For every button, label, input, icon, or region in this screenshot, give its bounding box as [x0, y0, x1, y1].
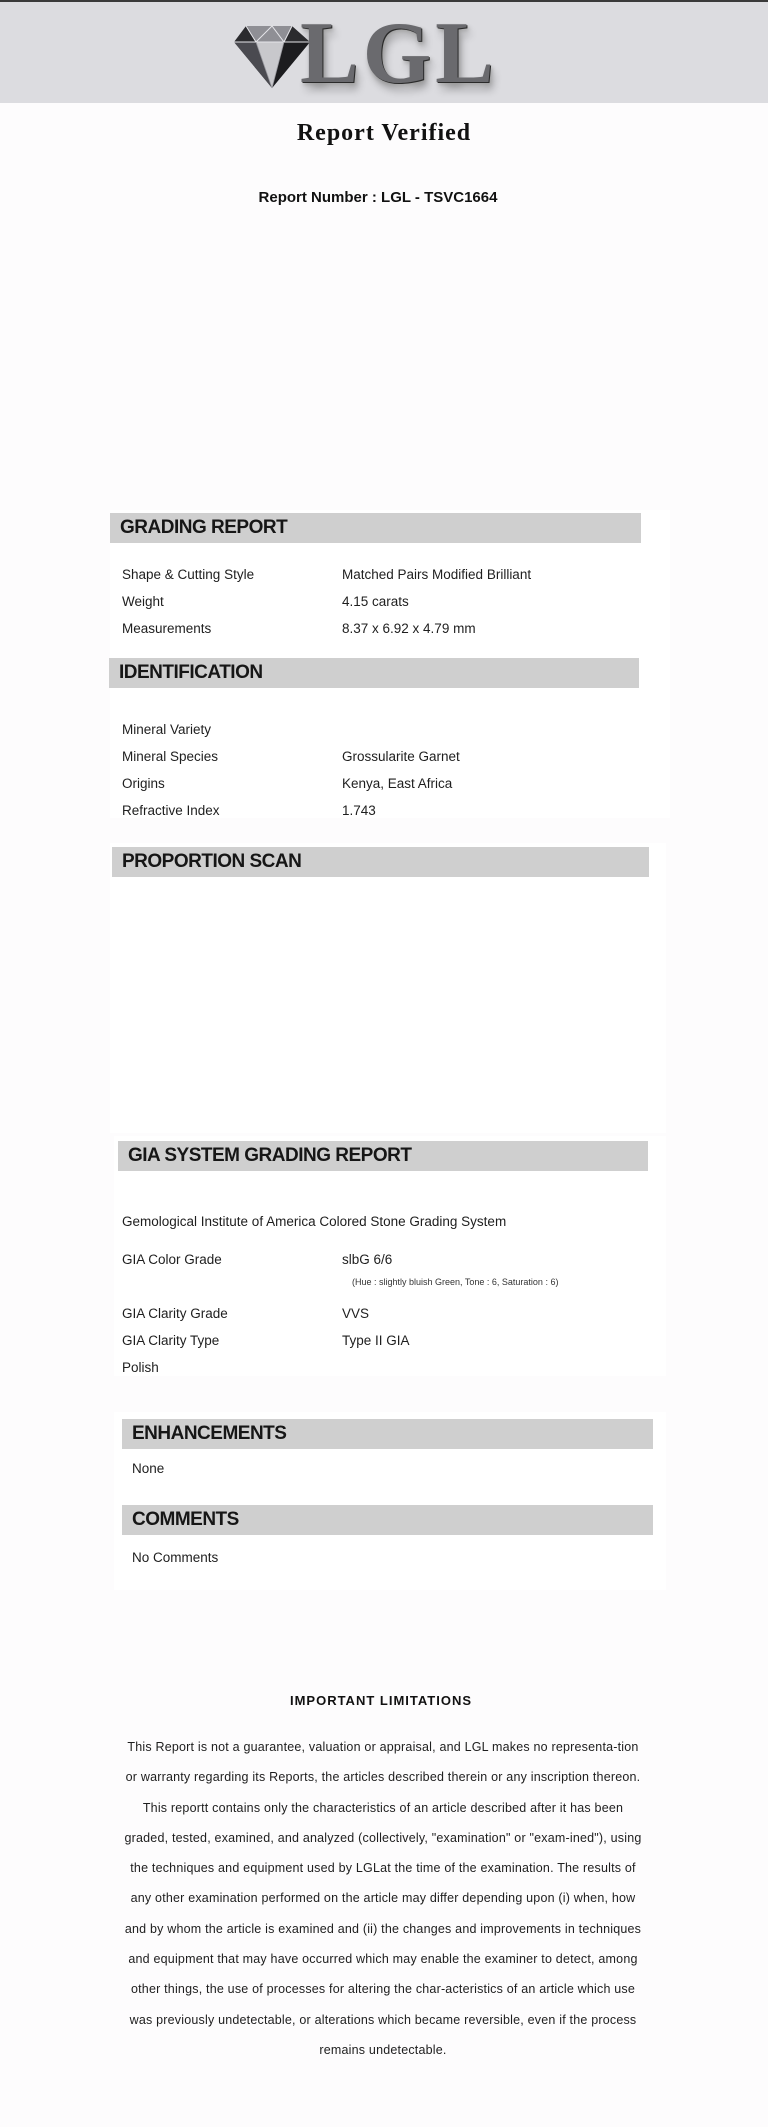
gia-clarity-type-label: GIA Clarity Type — [122, 1333, 220, 1348]
logo-text: LGL — [300, 5, 498, 102]
measurements-label: Measurements — [122, 621, 212, 636]
lgl-logo — [232, 5, 498, 102]
gia-clarity-grade-label: GIA Clarity Grade — [122, 1306, 228, 1321]
report-number: Report Number : LGL - TSVC1664 — [258, 189, 498, 206]
polish-label: Polish — [122, 1360, 159, 1375]
header-bar — [0, 0, 768, 103]
enhancements-value: None — [132, 1461, 165, 1476]
gia-clarity-type-value: Type II GIA — [342, 1333, 410, 1348]
identification-heading: IDENTIFICATION — [109, 658, 639, 688]
gia-clarity-grade-value: VVS — [342, 1306, 370, 1321]
gia-heading: GIA SYSTEM GRADING REPORT — [118, 1141, 648, 1171]
comments-heading: COMMENTS — [122, 1505, 653, 1535]
gia-color-grade-label: GIA Color Grade — [122, 1252, 222, 1267]
mineral-species-value: Grossularite Garnet — [342, 749, 460, 764]
limitations-heading: IMPORTANT LIMITATIONS — [289, 1693, 473, 1708]
weight-value: 4.15 carats — [342, 594, 409, 609]
shape-label: Shape & Cutting Style — [122, 567, 255, 582]
page-title: Report Verified — [296, 120, 472, 146]
refractive-index-value: 1.743 — [342, 803, 376, 818]
comments-value: No Comments — [132, 1550, 219, 1565]
mineral-species-label: Mineral Species — [122, 749, 219, 764]
measurements-value: 8.37 x 6.92 x 4.79 mm — [342, 621, 476, 636]
proportion-scan-panel — [110, 843, 666, 1133]
enhancements-heading: ENHANCEMENTS — [122, 1419, 653, 1449]
origins-value: Kenya, East Africa — [342, 776, 453, 791]
origins-label: Origins — [122, 776, 165, 791]
mineral-variety-label: Mineral Variety — [122, 722, 212, 737]
proportion-scan-heading: PROPORTION SCAN — [112, 847, 649, 877]
gia-color-grade-value: slbG 6/6 — [342, 1252, 393, 1267]
gia-subtitle: Gemological Institute of America Colored Stone Grading System — [122, 1214, 507, 1229]
weight-label: Weight — [122, 594, 164, 609]
refractive-index-label: Refractive Index — [122, 803, 220, 818]
shape-value: Matched Pairs Modified Brilliant — [342, 567, 532, 582]
limitations-body: This Report is not a guarantee, valuation or appraisal, and LGL makes no representa-tion or warranty regarding its Reports, the articles described therein or any inscription thereon. This reportt contains only the characteristics of an article described after it has been graded, tested, examined, and analyzed (collectively, "examination" or "exam-ined"), using the techniques and equipment used by LGLat the time of the examination. The results of any other examination performed on the article may differ depending upon (i) when, how and by whom the article is examined and (ii) the changes and improvements in techniques and equipment that may have occurred which may enable the examiner to detect, among other things, the use of processes for altering the char-acteristics of an article which use was previously undetectable, or alterations which became reversible, even if the process remains undetectable. — [124, 1740, 642, 2057]
gia-color-grade-note: (Hue : slightly bluish Green, Tone : 6, Saturation : 6) — [352, 1277, 559, 1287]
grading-report-heading: GRADING REPORT — [110, 513, 641, 543]
